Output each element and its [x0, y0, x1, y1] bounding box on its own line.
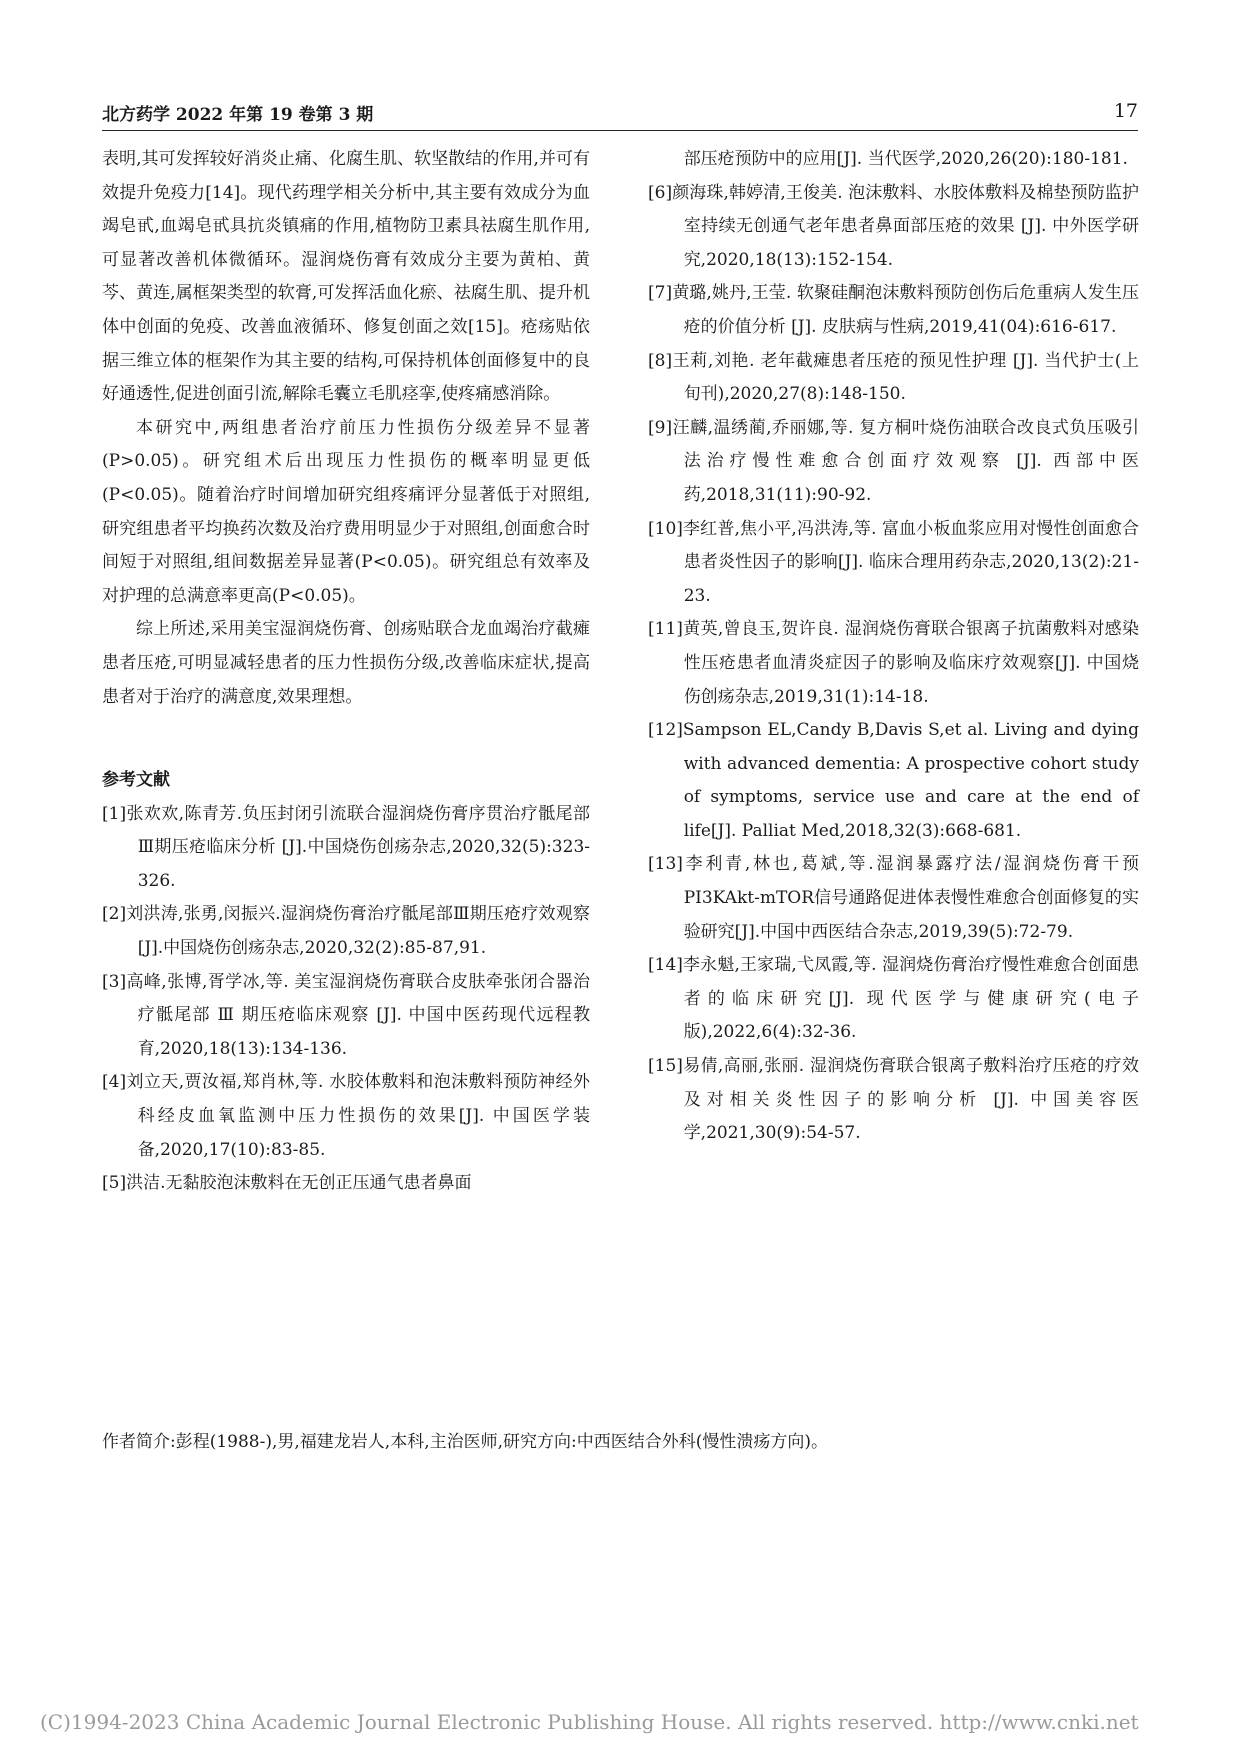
reference-item: [11]黄英,曾良玉,贺许良. 湿润烧伤膏联合银离子抗菌敷料对感染性压疮患者血清炎症因子的影响及临床疗效观察[J]. 中国烧伤创疡杂志,2019,31(1):14-18.: [648, 619, 1139, 707]
reference-item: [13]李利青,林也,葛斌,等.湿润暴露疗法/湿润烧伤膏干预PI3KAkt-mTOR信号通路促进体表慢性难愈合创面修复的实验研究[J].中国中西医结合杂志,2019,39(5):72-79.: [648, 854, 1139, 942]
reference-item: [8]王莉,刘艳. 老年截瘫患者压疮的预见性护理 [J]. 当代护士(上旬刊),2020,27(8):148-150.: [648, 350, 1139, 405]
copyright-footer: (C)1994-2023 China Academic Journal Electronic Publishing House. All rights reserved. http://www.cnki.net: [40, 1710, 1139, 1734]
reference-item: [1]张欢欢,陈青芳.负压封闭引流联合湿润烧伤膏序贯治疗骶尾部Ⅲ期压疮临床分析 [J].中国烧伤创疡杂志,2020,32(5):323-326.: [102, 803, 590, 891]
reference-item: [12]Sampson EL,Candy B,Davis S,et al. Living and dying with advanced dementia: A prospective cohort study of symptoms, service use and care at the end of life[J]. Palliat Med,2018,32(3):668-681.: [648, 720, 1139, 841]
reference-item: [3]高峰,张博,胥学冰,等. 美宝湿润烧伤膏联合皮肤牵张闭合器治疗骶尾部 Ⅲ 期压疮临床观察 [J]. 中国中医药现代远程教育,2020,18(13):134-136.: [102, 971, 590, 1059]
right-column: [648, 143, 1139, 1151]
reference-item: [6]颜海珠,韩婷清,王俊美. 泡沫敷料、水胶体敷料及棉垫预防监护室持续无创通气老年患者鼻面部压疮的效果 [J]. 中外医学研究,2020,18(13):152-154.: [648, 182, 1139, 270]
reference-item: [9]汪麟,温绣蔺,乔丽娜,等. 复方桐叶烧伤油联合改良式负压吸引法治疗慢性难愈合创面疗效观察 [J]. 西部中医药,2018,31(11):90-92.: [648, 417, 1139, 505]
references-heading: 参考文献: [102, 770, 170, 791]
reference-item: [4]刘立天,贾汝福,郑肖林,等. 水胶体敷料和泡沫敷料预防神经外科经皮血氧监测中压力性损伤的效果[J]. 中国医学装备,2020,17(10):83-85.: [102, 1072, 590, 1160]
page-header: [102, 100, 1138, 130]
reference-item: [15]易倩,高丽,张丽. 湿润烧伤膏联合银离子敷料治疗压疮的疗效及对相关炎性因子的影响分析 [J]. 中国美容医学,2021,30(9):54-57.: [648, 1056, 1139, 1144]
left-column: [102, 143, 590, 1201]
author-note: 作者简介:彭程(1988-),男,福建龙岩人,本科,主治医师,研究方向:中西医结合外科(慢性溃疡方向)。: [102, 1432, 829, 1452]
body-paragraph-1: 表明,其可发挥较好消炎止痛、化腐生肌、软坚散结的作用,并可有效提升免疫力[14]。现代药理学相关分析中,其主要有效成分为血竭皂甙,血竭皂甙具抗炎镇痛的作用,植物防卫素具祛腐生肌作用,可显著改善机体微循环。湿润烧伤膏有效成分主要为黄柏、黄芩、黄连,属框架类型的软膏,可发挥活血化瘀、祛腐生肌、提升机体中创面的免疫、改善血液循环、修复创面之效[15]。疮疡贴依据三维立体的框架作为其主要的结构,可保持机体创面修复中的良好通透性,促进创面引流,解除毛囊立毛肌痉挛,使疼痛感消除。: [102, 149, 590, 405]
body-paragraph-2: 本研究中,两组患者治疗前压力性损伤分级差异不显著(P>0.05)。研究组术后出现压力性损伤的概率明显更低(P<0.05)。随着治疗时间增加研究组疼痛评分显著低于对照组,研究组患者平均换药次数及治疗费用明显少于对照组,创面愈合时间短于对照组,组间数据差异显著(P<0.05)。研究组总有效率及对护理的总满意率更高(P<0.05)。: [102, 417, 590, 606]
reference-item: [5]洪洁.无黏胶泡沫敷料在无创正压通气患者鼻面: [102, 1173, 472, 1194]
section-gap: [102, 714, 590, 747]
reference-item: [14]李永魁,王家瑞,弋凤霞,等. 湿润烧伤膏治疗慢性难愈合创面患者的临床研究[J]. 现代医学与健康研究(电子版),2022,6(4):32-36.: [648, 955, 1139, 1043]
reference-continuation: 部压疮预防中的应用[J]. 当代医学,2020,26(20):180-181.: [683, 149, 1128, 169]
page-number: 17: [1113, 100, 1138, 122]
reference-item: [7]黄璐,姚丹,王莹. 软聚硅酮泡沫敷料预防创伤后危重病人发生压疮的价值分析 [J]. 皮肤病与性病,2019,41(04):616-617.: [648, 283, 1139, 337]
reference-item: [2]刘洪涛,张勇,闵振兴.湿润烧伤膏治疗骶尾部Ⅲ期压疮疗效观察 [J].中国烧伤创疡杂志,2020,32(2):85-87,91.: [102, 904, 590, 959]
reference-item: [10]李红普,焦小平,冯洪涛,等. 富血小板血浆应用对慢性创面愈合患者炎性因子的影响[J]. 临床合理用药杂志,2020,13(2):21-23.: [648, 518, 1139, 606]
header-rule: [102, 130, 1138, 131]
journal-title: 北方药学 2022 年第 19 卷第 3 期: [102, 105, 374, 125]
body-paragraph-3: 综上所述,采用美宝湿润烧伤膏、创疡贴联合龙血竭治疗截瘫患者压疮,可明显减轻患者的压力性损伤分级,改善临床症状,提高患者对于治疗的满意度,效果理想。: [102, 619, 590, 707]
